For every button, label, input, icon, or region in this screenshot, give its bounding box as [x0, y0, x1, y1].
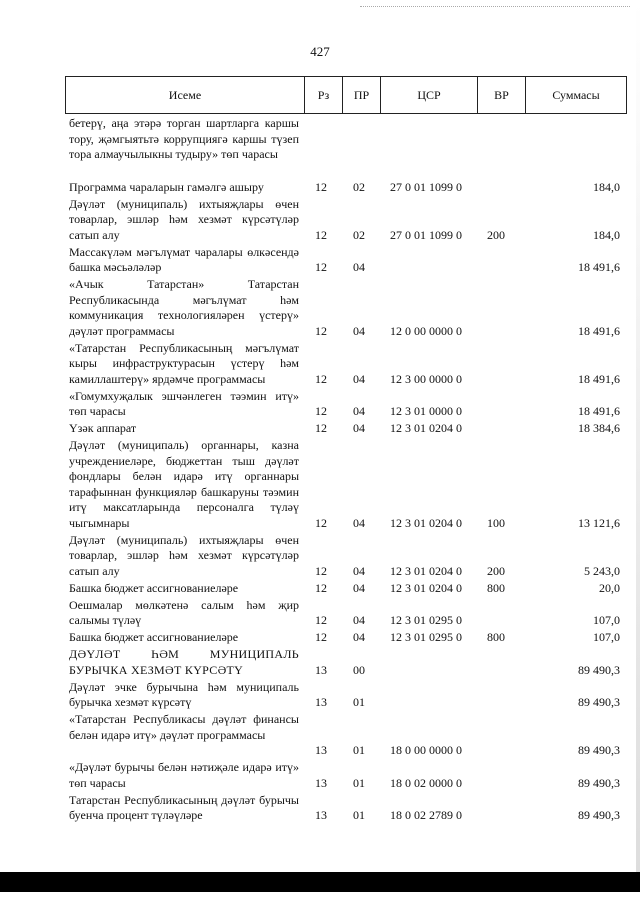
header-pr: ПР — [343, 77, 381, 113]
row-pr: 04 — [353, 630, 365, 644]
row-name: Башка бюджет ассигнованиеләре — [69, 630, 239, 644]
row-name: «Ачык Татарстан» Татарстан Республикасында мәгълүмат һәм коммуникация технологияләрен үстерү» дәүләт программасы — [69, 277, 299, 338]
row-name: Татарстан Республикасының дәүләт бурычы буенча процент түләүләре — [69, 792, 299, 822]
table-row — [0, 245, 640, 278]
row-vr: 800 — [487, 580, 505, 595]
table-row — [0, 647, 640, 680]
row-pr: 04 — [353, 563, 365, 578]
row-sum: 18 491,6 — [578, 404, 620, 418]
row-sum: 89 490,3 — [578, 775, 620, 790]
table-row — [0, 680, 640, 713]
row-name: Дәүләт (муниципаль) органнары, казна учреждениеләре, бюджеттан тыш дәүләт фондлары белән идарә итү органнары тарафыннан функцияләр башкаруны тәэмин итү максатларында персоналга түләү чыгымнары — [69, 438, 299, 530]
row-pr: 04 — [353, 260, 365, 274]
row-sum: 107,0 — [593, 613, 620, 627]
row-pr: 02 — [353, 227, 365, 242]
row-csr: 18 0 02 2789 0 — [390, 808, 462, 822]
row-vr: 800 — [487, 630, 505, 644]
page-number: 427 — [310, 44, 330, 59]
table-row — [0, 116, 640, 180]
row-pr: 01 — [353, 808, 365, 822]
row-name: Оешмалар мөлкәтенә салым һәм җир салымы түләү — [69, 597, 299, 627]
row-sum: 89 490,3 — [578, 695, 620, 709]
row-csr: 12 3 01 0204 0 — [390, 515, 462, 530]
row-rz: 13 — [315, 775, 327, 790]
row-sum: 18 491,6 — [578, 323, 620, 338]
row-sum: 18 384,6 — [578, 421, 620, 435]
scan-edge-mark — [360, 6, 630, 8]
row-pr: 04 — [353, 580, 365, 595]
row-rz: 12 — [315, 260, 327, 274]
row-rz: 12 — [315, 515, 327, 530]
table-row — [0, 581, 640, 598]
table-row — [0, 389, 640, 422]
row-rz: 12 — [315, 323, 327, 338]
row-pr: 01 — [353, 775, 365, 790]
row-csr: 12 3 01 0295 0 — [390, 613, 462, 627]
row-sum: 89 490,3 — [578, 743, 620, 757]
table-row — [0, 712, 640, 760]
table-row — [0, 598, 640, 631]
row-csr: 12 3 00 0000 0 — [390, 371, 462, 386]
row-vr: 200 — [487, 563, 505, 578]
table-row — [0, 793, 640, 826]
row-name: ДӘҮЛӘТ ҺӘМ МУНИЦИПАЛЬ БУРЫЧКА ХЕЗМӘТ КҮРСӘТҮ — [69, 647, 299, 677]
row-csr: 27 0 01 1099 0 — [390, 227, 462, 242]
scan-shadow — [636, 0, 640, 872]
header-name: Исеме — [66, 77, 305, 113]
row-sum: 107,0 — [593, 630, 620, 644]
row-sum: 20,0 — [599, 580, 620, 595]
table-row — [0, 760, 640, 793]
row-name: Массакүләм мәгълүмат чаралары өлкәсендә башка мәсьәләләр — [69, 244, 299, 274]
row-sum: 18 491,6 — [578, 260, 620, 274]
row-vr: 100 — [487, 515, 505, 530]
row-sum: 5 243,0 — [584, 563, 620, 578]
header-vr: ВР — [478, 77, 526, 113]
row-sum: 13 121,6 — [578, 515, 620, 530]
row-pr: 04 — [353, 421, 365, 435]
row-sum: 184,0 — [593, 227, 620, 242]
row-pr: 04 — [353, 404, 365, 418]
row-csr: 12 3 01 0204 0 — [390, 580, 462, 595]
row-sum: 89 490,3 — [578, 808, 620, 822]
row-pr: 01 — [353, 743, 365, 757]
row-rz: 12 — [315, 404, 327, 418]
row-pr: 04 — [353, 613, 365, 627]
row-rz: 12 — [315, 371, 327, 386]
row-sum: 18 491,6 — [578, 371, 620, 386]
table-header — [65, 76, 627, 114]
row-rz: 12 — [315, 630, 327, 644]
table-row — [0, 421, 640, 438]
table-row — [0, 180, 640, 197]
row-pr: 01 — [353, 695, 365, 709]
row-rz: 12 — [315, 421, 327, 435]
row-name: «Дәүләт бурычы белән нәтиҗәле идарә итү» төп чарасы — [69, 760, 299, 790]
row-csr: 18 0 02 0000 0 — [390, 775, 462, 790]
table-row — [0, 438, 640, 533]
row-rz: 13 — [315, 662, 327, 677]
row-name: Башка бюджет ассигнованиеләре — [69, 580, 239, 595]
row-rz: 12 — [315, 580, 327, 595]
row-rz: 13 — [315, 695, 327, 709]
table-row — [0, 341, 640, 389]
row-name: Үзәк аппарат — [69, 421, 137, 435]
row-name: «Татарстан Республикасының мәгълүмат кыры инфраструктурасын үстерү һәм камиллаштерү» ярдәмче программасы — [69, 340, 299, 386]
row-csr: 12 0 00 0000 0 — [390, 323, 462, 338]
row-pr: 02 — [353, 179, 365, 194]
row-csr: 12 3 01 0000 0 — [390, 404, 462, 418]
scan-footer-bar — [0, 872, 640, 892]
row-name: бетерү, аңа этәрә торган шартларга каршы тору, җәмгыятьтә коррупциягә каршы түзеп тора алмаучылыкны тудыру» төп чарасы — [69, 116, 299, 161]
table-row — [0, 197, 640, 245]
row-name: Дәүләт (муниципаль) ихтыяҗлары өчен товарлар, эшләр һәм хезмәт күрсәтүләр сатып алу — [69, 532, 299, 578]
row-rz: 12 — [315, 179, 327, 194]
header-rz: Рз — [305, 77, 343, 113]
row-sum: 89 490,3 — [578, 662, 620, 677]
row-name: Программа чараларын гамәлгә ашыру — [69, 179, 264, 194]
row-vr: 200 — [487, 227, 505, 242]
row-name: Дәүләт эчке бурычына һәм муниципаль бурычка хезмәт күрсәтү — [69, 679, 299, 709]
row-csr: 12 3 01 0295 0 — [390, 630, 462, 644]
row-csr: 12 3 01 0204 0 — [390, 563, 462, 578]
row-csr: 12 3 01 0204 0 — [390, 421, 462, 435]
row-rz: 12 — [315, 613, 327, 627]
header-sum: Суммасы — [552, 88, 600, 102]
table-row — [0, 533, 640, 581]
row-pr: 04 — [353, 323, 365, 338]
table-row — [0, 630, 640, 647]
row-pr: 04 — [353, 515, 365, 530]
row-rz: 13 — [315, 743, 327, 757]
row-pr: 00 — [353, 662, 365, 677]
header-csr: ЦСР — [381, 77, 478, 113]
row-rz: 12 — [315, 563, 327, 578]
row-csr: 27 0 01 1099 0 — [390, 179, 462, 194]
row-name: «Татарстан Республикасы дәүләт финансы белән идарә итү» дәүләт программасы — [69, 712, 299, 742]
row-pr: 04 — [353, 371, 365, 386]
row-sum: 184,0 — [593, 179, 620, 194]
row-rz: 12 — [315, 227, 327, 242]
row-name: Дәүләт (муниципаль) ихтыяҗлары өчен товарлар, эшләр һәм хезмәт күрсәтүләр сатып алу — [69, 196, 299, 242]
row-rz: 13 — [315, 808, 327, 822]
table-row — [0, 277, 640, 341]
table-body — [0, 116, 640, 825]
row-csr: 18 0 00 0000 0 — [390, 743, 462, 757]
row-name: «Гомумхуҗалык эшчәнлеген тәэмин итү» төп чарасы — [69, 388, 299, 418]
